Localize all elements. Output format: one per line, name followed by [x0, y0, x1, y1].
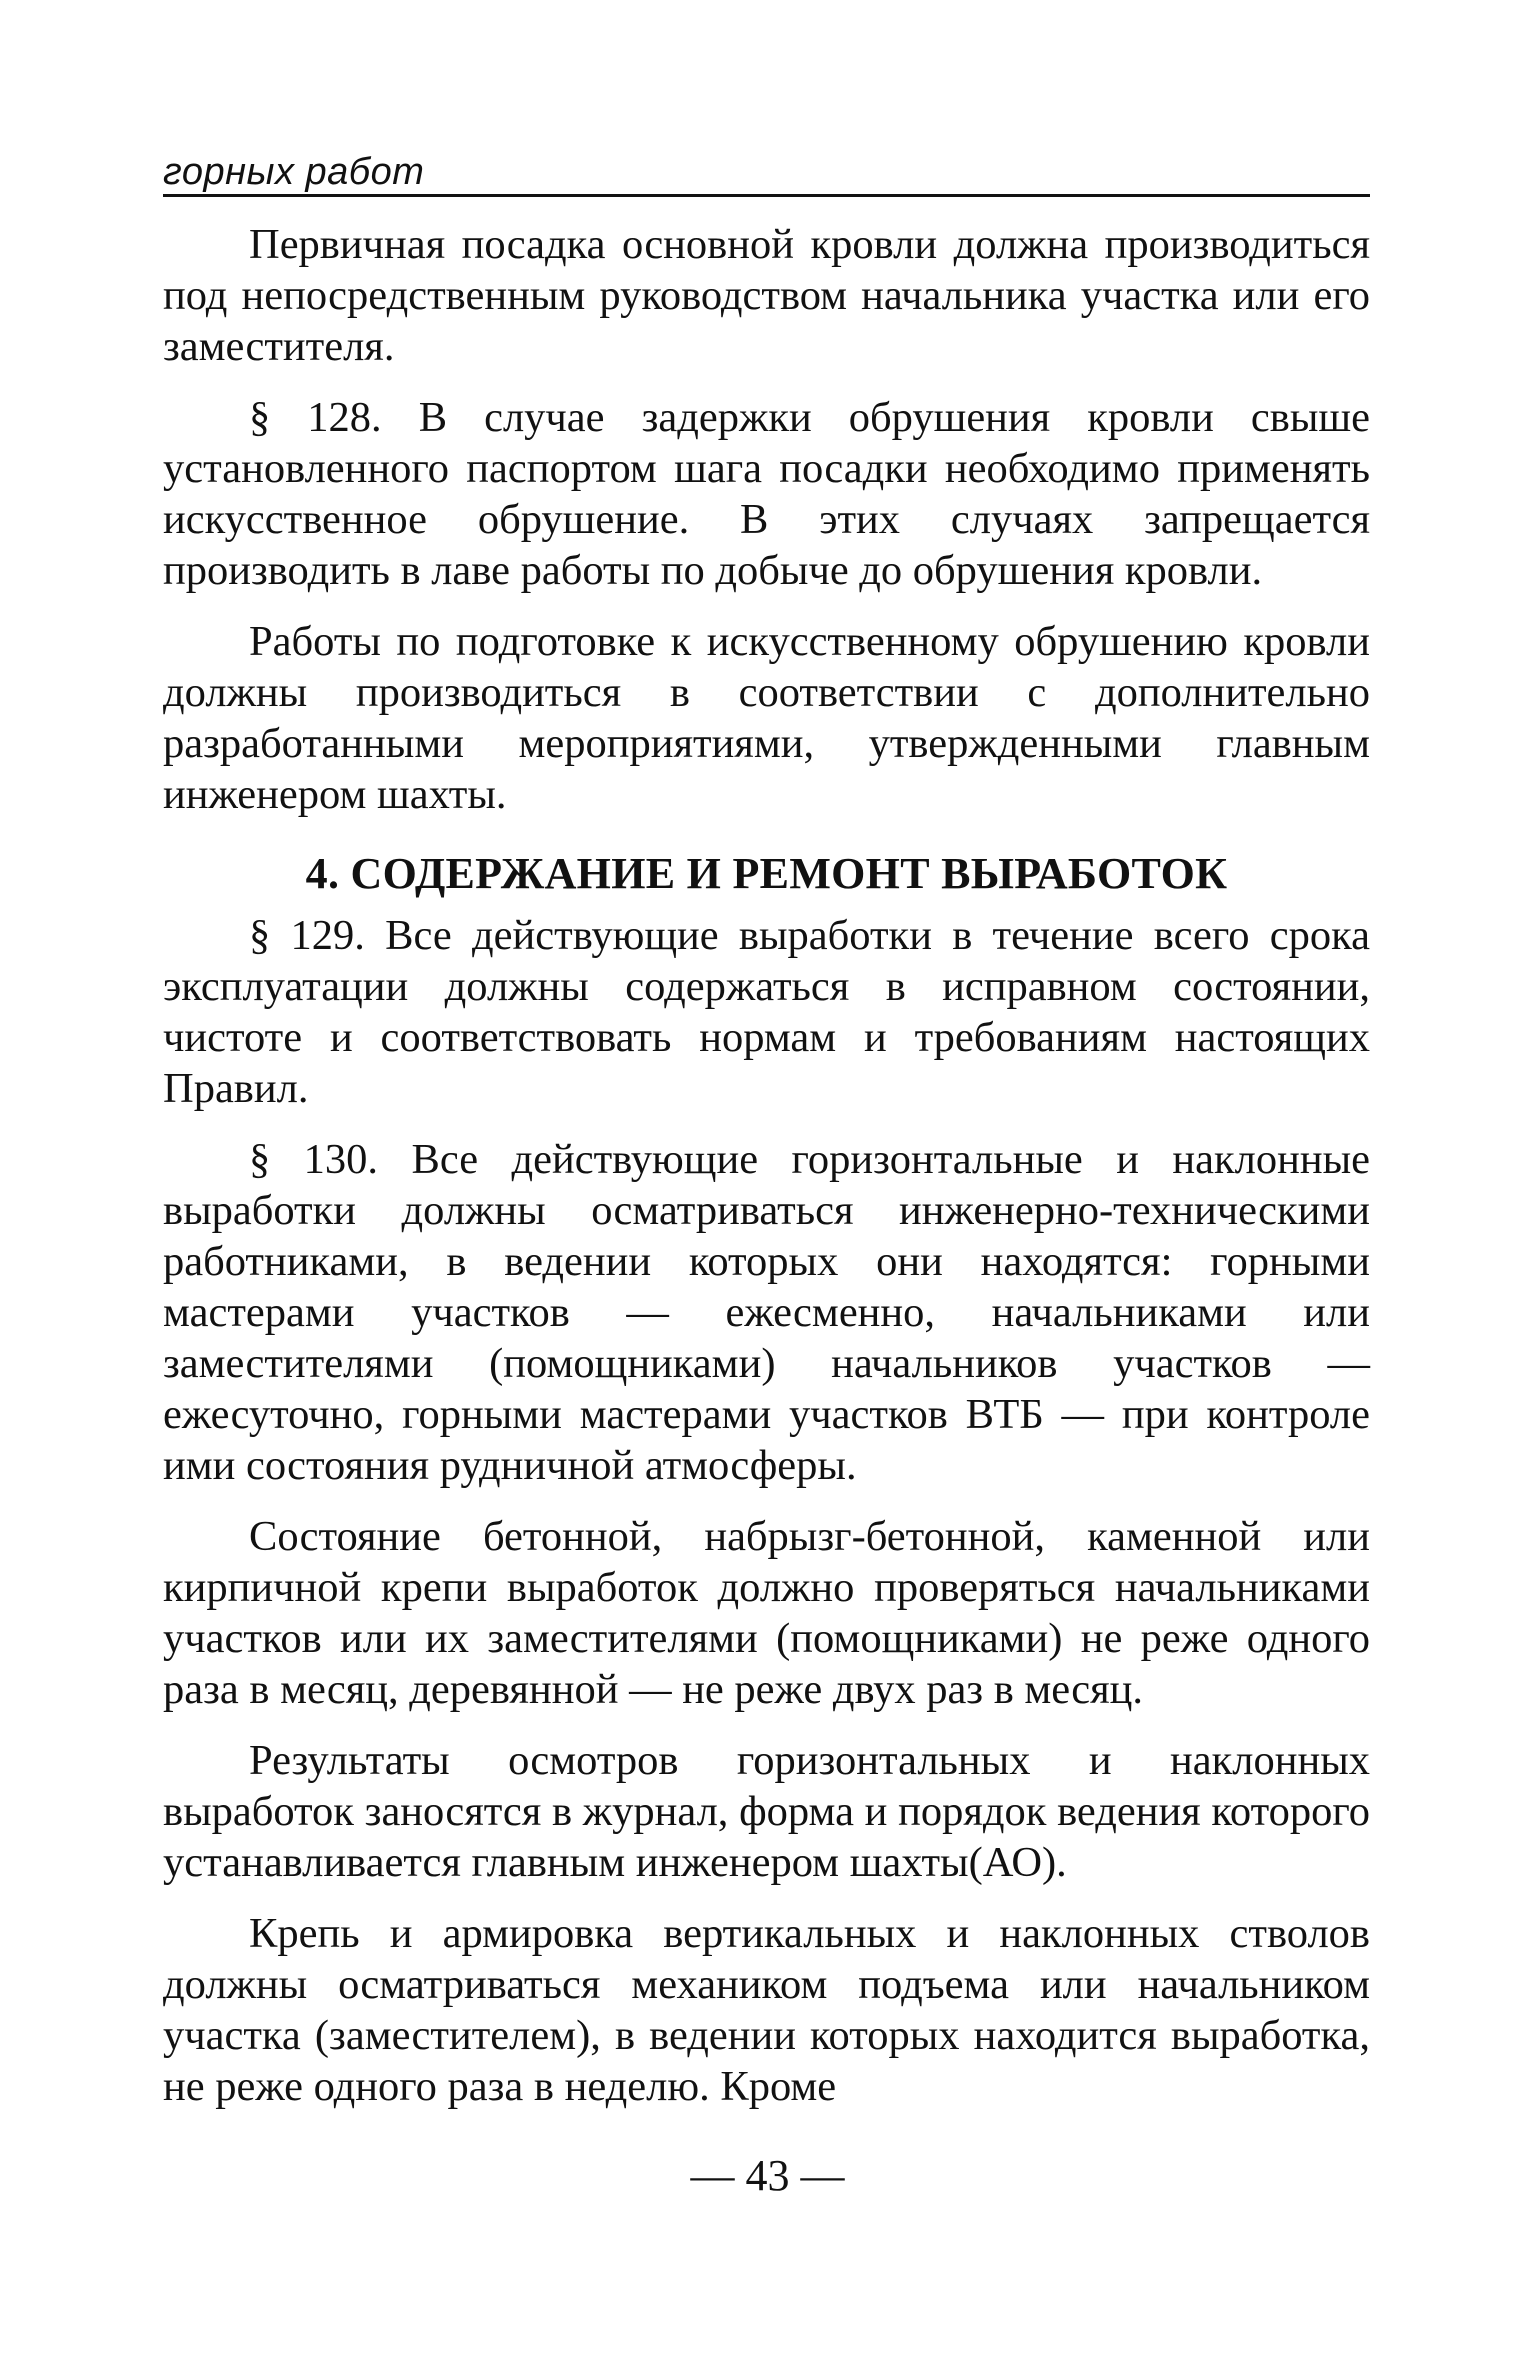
paragraph: Состояние бетонной, набрызг-бетонной, каменной или кирпичной крепи выработок должно проверяться начальниками участков или их заместителями (помощниками) не реже одного раза в месяц, деревянной — не реже двух раз в месяц.	[163, 1513, 1370, 1713]
section-heading: 4. СОДЕРЖАНИЕ И РЕМОНТ ВЫРАБОТОК	[305, 849, 1228, 898]
paragraph: Первичная посадка основной кровли должна производиться под непосредственным руководством начальника участка или его заместителя.	[163, 221, 1370, 370]
paragraph-129: § 129. Все действующие выработки в течение всего срока эксплуатации должны содержаться в исправном состоянии, чистоте и соответствовать нормам и требованиям настоящих Правил.	[163, 912, 1370, 1112]
paragraph-128: § 128. В случае задержки обрушения кровли свыше установленного паспортом шага посадки необходимо применять искусственное обрушение. В этих случаях запрещается производить в лаве работы по добыче до обрушения кровли.	[163, 394, 1370, 594]
page-body	[163, 219, 1370, 2112]
page-number: — 43 —	[690, 2151, 845, 2200]
running-header	[163, 150, 1370, 197]
paragraph: Работы по подготовке к искусственному обрушению кровли должны производиться в соответствии с дополнительно разработанными мероприятиями, утвержденными главным инженером шахты.	[163, 618, 1370, 818]
paragraph: Крепь и армировка вертикальных и наклонных стволов должны осматриваться механиком подъема или начальником участка (заместителем), в ведении которых находится выработка, не реже одного раза в неделю. Кроме	[163, 1910, 1370, 2110]
running-header-title: горных работ	[163, 151, 425, 193]
paragraph-130: § 130. Все действующие горизонтальные и наклонные выработки должны осматриваться инженерно-техническими работниками, в ведении которых они находятся: горными мастерами участков — ежесменно, начальниками или заместителями (помощниками) начальников участков — ежесуточно, горными мастерами участков ВТБ — при контроле ими состояния рудничной атмосферы.	[163, 1136, 1370, 1489]
paragraph: Результаты осмотров горизонтальных и наклонных выработок заносятся в журнал, форма и порядок ведения которого устанавливается главным инженером шахты(АО).	[163, 1737, 1370, 1886]
